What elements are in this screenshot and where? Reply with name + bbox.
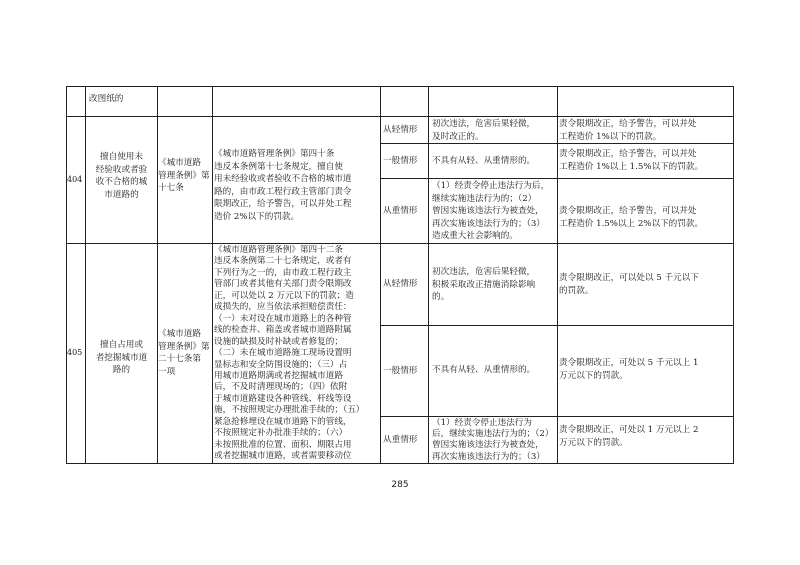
level-label-severe: 从重情形: [383, 434, 418, 445]
level-condition-lenient: 初次违法，危害后果轻微， 及时改正的。: [432, 119, 536, 142]
offense-name-cell: 改图纸的: [89, 94, 124, 104]
level-label-general: 一般情形: [383, 155, 418, 166]
column-divider: [212, 86, 213, 464]
offense-name-cell: 擅自占用或 者挖掘城市道 路的: [95, 340, 148, 376]
page-number: 285: [391, 480, 409, 490]
level-penalty-severe: 责令限期改正，可处以 1 万元以上 2 万元以下的罚款。: [559, 425, 699, 448]
row-number: 404: [67, 174, 83, 184]
penalty-provision-text: 《城市道路管理条例》第四十条 违反本条例第十七条规定，擅自使 用未经验收或者验收不合格的城市道 路的，由市政工程行政主管部门责令 限期改正，给予警告，可以并处工程 造价 2%以下的罚款。: [214, 149, 352, 222]
column-divider: [380, 86, 381, 464]
legal-basis-cell: 《城市道路 管理条例》第 二十七条第 一项: [158, 329, 210, 377]
row-number: 405: [67, 348, 83, 358]
offense-name-cell: 擅自使用未 经验收或者验 收不合格的城 市道路的: [95, 152, 148, 200]
column-divider: [557, 86, 558, 464]
level-condition-severe: （1）经责令停止违法行为后， 继续实施违法行为的；（2） 曾因实施该违法行为被查处， 再次实施该违法行为的；（3） 造成重大社会影响的。: [432, 181, 550, 242]
level-condition-severe: （1）经责令停止违法行为 后，继续实施违法行为的；（2） 曾因实施该违法行为被查处， 再次实施该违法行为的；（3）: [432, 418, 554, 462]
level-condition-lenient: 初次违法，危害后果轻微， 积极采取改正措施消除影响 的。: [432, 267, 536, 303]
level-condition-general: 不具有从轻、从重情形的。: [432, 156, 536, 166]
table-right-border: [733, 86, 734, 464]
level-label-lenient: 从轻情形: [383, 124, 418, 135]
table-bottom-border: [66, 463, 734, 464]
level-penalty-severe: 责令限期改正，给予警告，可以并处 工程造价 1.5%以上 2%以下的罚款。: [559, 206, 704, 229]
level-penalty-general: 责令限期改正，可处以 5 千元以上 1 万元以下的罚款。: [559, 358, 699, 381]
level-penalty-general: 责令限期改正，给予警告，可以并处 工程造价 1%以上 1.5%以下的罚款。: [559, 149, 704, 172]
table-top-border: [66, 86, 734, 87]
legal-basis-cell: 《城市道路 管理条例》第 十七条: [158, 158, 210, 194]
column-divider: [428, 86, 429, 464]
level-condition-general: 不具有从轻、从重情形的。: [432, 365, 536, 375]
level-label-lenient: 从轻情形: [383, 279, 418, 290]
column-divider: [157, 86, 158, 464]
column-divider: [85, 86, 86, 464]
level-label-general: 一般情形: [383, 365, 418, 376]
level-label-severe: 从重情形: [383, 205, 418, 216]
level-penalty-lenient: 责令限期改正，给予警告，可以并处 工程造价 1%以下的罚款。: [559, 119, 697, 142]
level-penalty-lenient: 责令限期改正，可以处以 5 千元以下 的罚款。: [559, 273, 699, 296]
penalty-provision-text: 《城市道路管理条例》第四十二条 违反本条例第二十七条规定，或者有 下列行为之一的，由市政工程行政主 管部门或者其他有关部门责令限期改 正，可以处以 2 万元以下的罚款；造 成损失的，应当依法承担赔偿责任： （一）未对设在城市道路上的各种管 线的检查井、箱盖或者城市道路附属 设施的缺损及时补缺或者修复的； （二）未在城市道路施工现场设置明 显标志和安全防围设施的；（三）占 用城市道路期满或者挖掘城市道路 后，不及时清理现场的；（四）依附 于城市道路建设各种管线、杆线等设 施，不按照规定办理批准手续的；（五） 紧急抢修埋设在城市道路下的管线， 不按照规定补办批准手续的；（六） 未按照批准的位置、面积、期限占用 或者挖掘城市道路，或者需要移动位: [214, 245, 365, 462]
